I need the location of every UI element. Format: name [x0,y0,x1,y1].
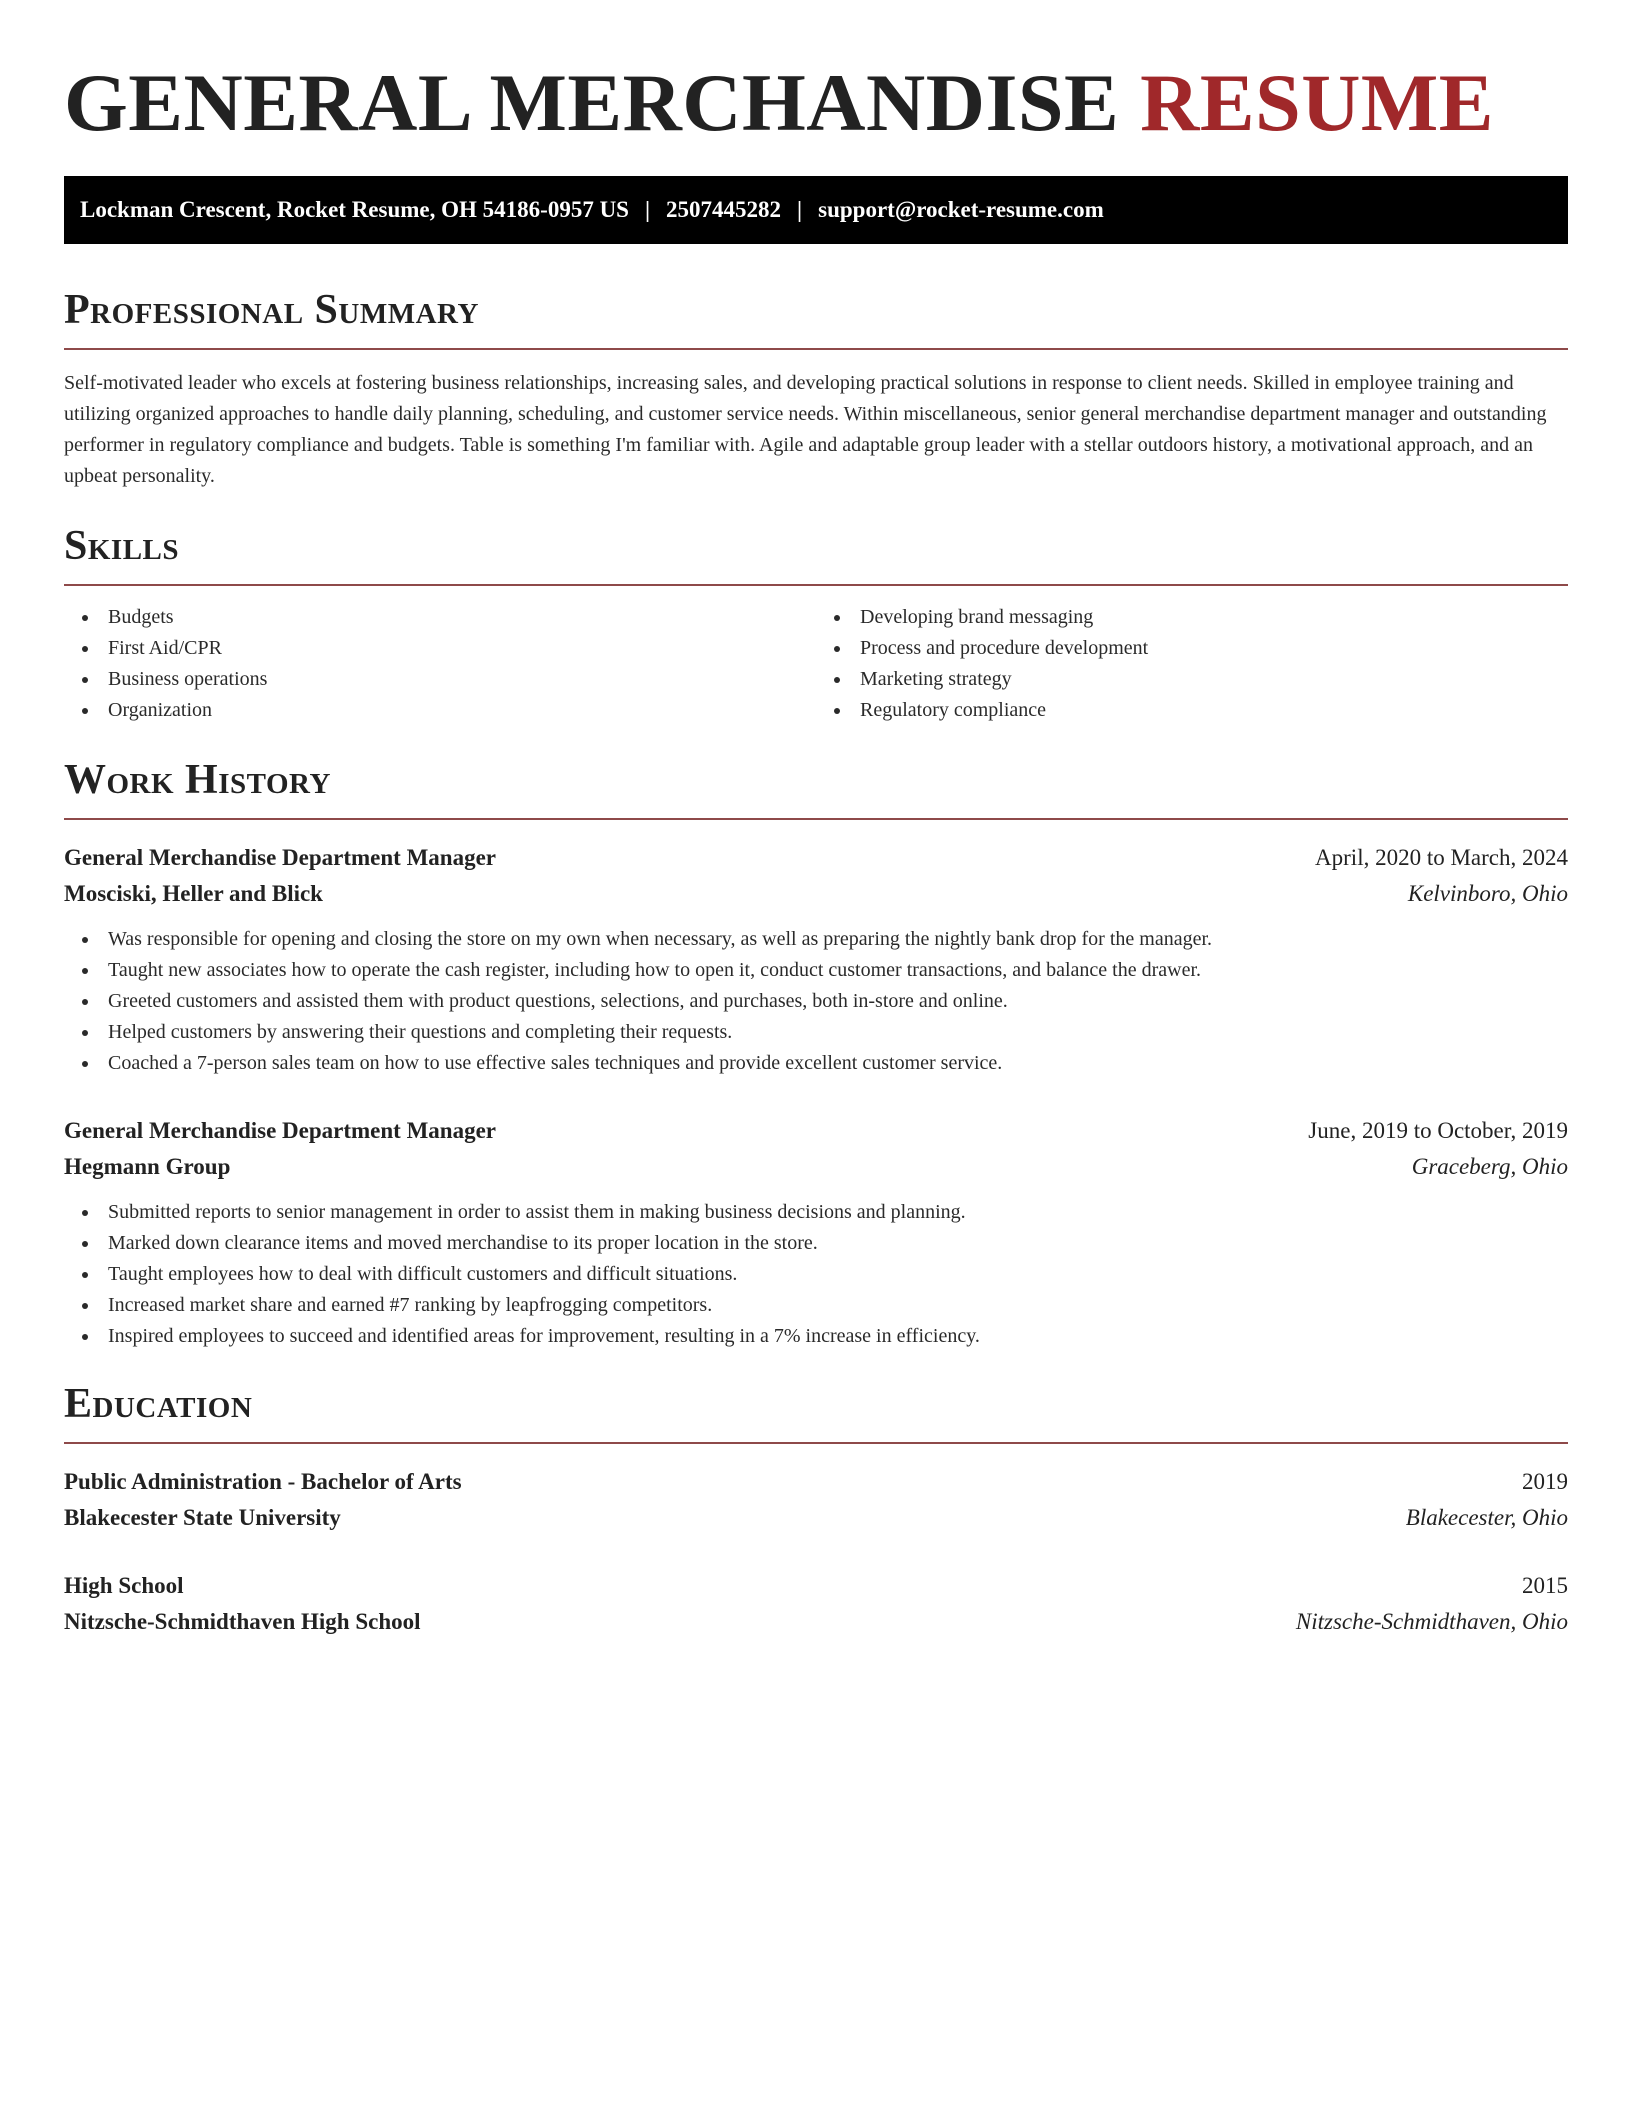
job-header-row [64,1113,1568,1149]
summary-text: Self-motivated leader who excels at fostering business relationships, increasing sales, and developing practical solutions in response to client needs. Skilled in employee training and utilizing organized approaches to handle daily planning, scheduling, and customer service needs. Within miscellaneous, senior general merchandise department manager and outstanding performer in regulatory compliance and budgets. Table is something I'm familiar with. Agile and adaptable group leader with a stellar outdoors history, a motivational approach, and an upbeat personality. [64,372,1547,487]
skill-item: Marketing strategy [860,664,1568,695]
resume-title [64,0,1568,148]
education-degree-row [64,1464,1568,1500]
job-location: Kelvinboro, Ohio [1407,881,1568,906]
education-year: 2015 [1522,1573,1568,1598]
skills-column-right [816,602,1568,726]
education-school-row [64,1500,1568,1536]
skills-column-left [64,602,816,726]
title-accent: RESUME [1140,57,1494,148]
education-year: 2019 [1522,1469,1568,1494]
job-bullet: Submitted reports to senior management in order to assist them in making business decisions and planning. [108,1197,1568,1228]
job-dates: April, 2020 to March, 2024 [1315,845,1568,870]
work-history-heading: Work History [64,757,331,803]
education-heading: Education [64,1381,253,1427]
job-bullet: Inspired employees to succeed and identified areas for improvement, resulting in a 7% increase in efficiency. [108,1321,1568,1352]
contact-email: support@rocket-resume.com [818,197,1104,222]
job-bullet: Taught new associates how to operate the cash register, including how to open it, conduct customer transactions, and balance the drawer. [108,955,1568,986]
skills-heading: Skills [64,523,180,569]
job-company: Mosciski, Heller and Blick [64,881,323,906]
section-divider [64,348,1568,350]
skill-item: Process and procedure development [860,633,1568,664]
job-bullet: Greeted customers and assisted them with product questions, selections, and purchases, both in-store and online. [108,986,1568,1017]
job-header-row [64,840,1568,876]
job-entry [64,1113,1568,1352]
skill-item: First Aid/CPR [108,633,816,664]
title-main: GENERAL MERCHANDISE [64,57,1120,148]
job-dates: June, 2019 to October, 2019 [1308,1118,1568,1143]
contact-address: Lockman Crescent, Rocket Resume, OH 54186-0957 US [80,197,629,222]
skill-item: Budgets [108,602,816,633]
job-bullet: Was responsible for opening and closing the store on my own when necessary, as well as preparing the nightly bank drop for the manager. [108,924,1568,955]
education-entry [64,1568,1568,1640]
section-divider [64,584,1568,586]
section-divider [64,1442,1568,1444]
job-title: General Merchandise Department Manager [64,845,497,870]
education-entry [64,1464,1568,1536]
job-title: General Merchandise Department Manager [64,1118,497,1143]
job-bullet: Marked down clearance items and moved merchandise to its proper location in the store. [108,1228,1568,1259]
job-company-row [64,1149,1568,1185]
job-bullet: Helped customers by answering their questions and completing their requests. [108,1017,1568,1048]
job-bullets [64,924,1568,1079]
job-company-row [64,876,1568,912]
education-school: Blakecester State University [64,1505,341,1530]
job-location: Graceberg, Ohio [1411,1154,1568,1179]
skills-grid [64,602,1568,726]
education-location: Nitzsche-Schmidthaven, Ohio [1295,1609,1568,1634]
skill-item: Business operations [108,664,816,695]
summary-heading: Professional Summary [64,287,479,333]
skill-item: Regulatory compliance [860,695,1568,726]
contact-bar [64,176,1568,244]
skill-item: Organization [108,695,816,726]
education-degree: High School [64,1573,184,1598]
job-bullets [64,1197,1568,1352]
education-location: Blakecester, Ohio [1405,1505,1568,1530]
section-divider [64,818,1568,820]
skill-item: Developing brand messaging [860,602,1568,633]
contact-separator: | [797,197,803,222]
job-bullet: Coached a 7-person sales team on how to use effective sales techniques and provide excellent customer service. [108,1048,1568,1079]
education-degree-row [64,1568,1568,1604]
job-entry [64,840,1568,1079]
education-school-row [64,1604,1568,1640]
job-company: Hegmann Group [64,1154,231,1179]
job-bullet: Increased market share and earned #7 ranking by leapfrogging competitors. [108,1290,1568,1321]
education-degree: Public Administration - Bachelor of Arts [64,1469,462,1494]
education-school: Nitzsche-Schmidthaven High School [64,1609,421,1634]
contact-phone: 2507445282 [666,197,782,222]
job-bullet: Taught employees how to deal with difficult customers and difficult situations. [108,1259,1568,1290]
contact-separator: | [644,197,651,222]
